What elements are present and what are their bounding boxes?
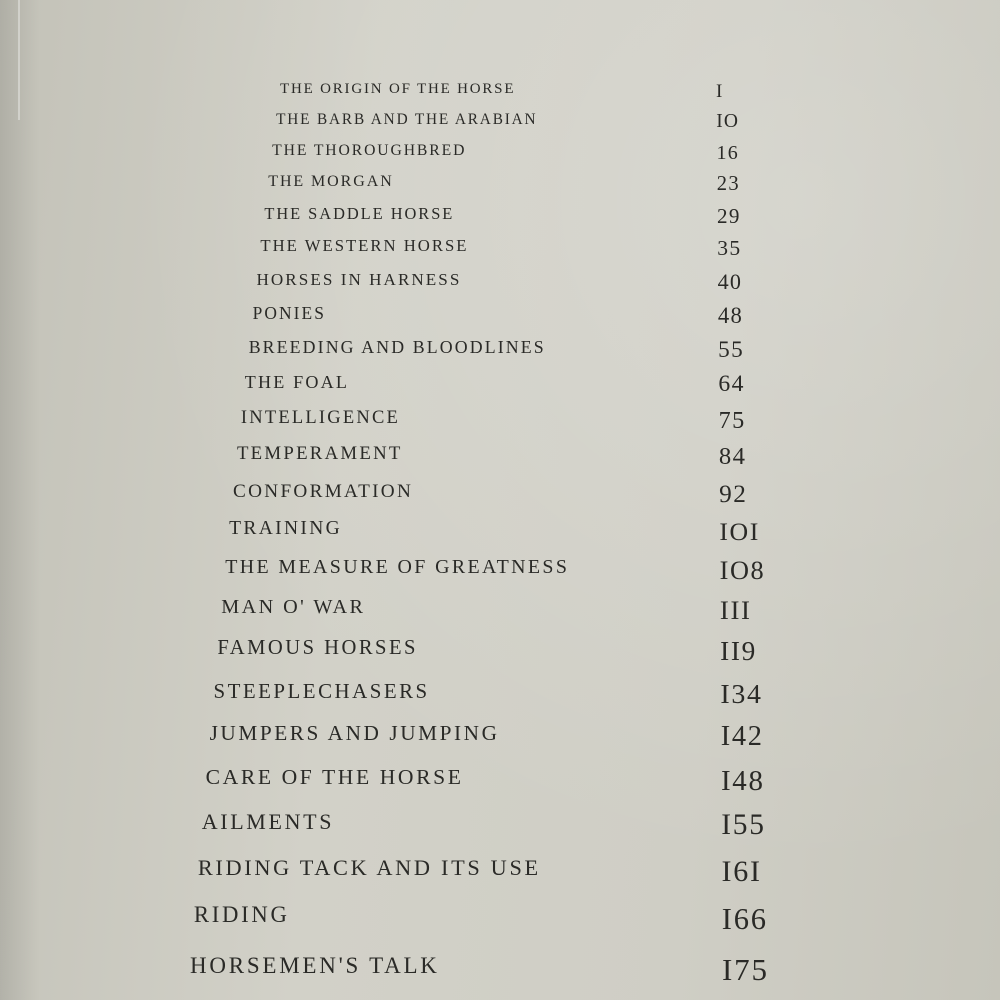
toc-entry: [0, 857, 1000, 897]
toc-entry-title: RIDING TACK AND ITS USE: [197, 855, 541, 880]
toc-entry-page: I: [716, 81, 724, 102]
toc-entry-page: 16: [716, 142, 739, 164]
toc-entry: [0, 445, 1000, 485]
toc-entry-title: CARE OF THE HORSE: [205, 765, 464, 789]
toc-entry: [0, 904, 1000, 944]
toc-entry: [0, 681, 1000, 721]
toc-entry-title: RIDING: [193, 902, 290, 927]
toc-entry-page: 64: [718, 371, 745, 397]
toc-entry-page: I6I: [721, 855, 762, 888]
toc-entry-title: INTELLIGENCE: [240, 408, 401, 428]
toc-entry: [0, 954, 1000, 994]
toc-entry: [0, 373, 1000, 413]
toc-entry-page: 92: [719, 480, 748, 508]
toc-entry-title: THE MORGAN: [268, 173, 394, 190]
toc-entry-page: I48: [720, 765, 765, 797]
toc-entry-title: THE SADDLE HORSE: [264, 204, 455, 223]
toc-entry-page: 84: [718, 443, 747, 470]
toc-entry-title: THE BARB AND THE ARABIAN: [276, 111, 538, 128]
toc-entry-title: BREEDING AND BLOODLINES: [248, 337, 546, 357]
toc-entry: [0, 519, 1000, 559]
toc-entry-page: IO: [716, 111, 740, 132]
toc-entry: [0, 409, 1000, 449]
toc-entry-title: HORSES IN HARNESS: [256, 270, 462, 289]
toc-entry-title: TEMPERAMENT: [236, 443, 403, 464]
toc-entry-page: 40: [717, 269, 743, 294]
toc-entry-page: 29: [717, 204, 741, 228]
toc-entry-title: THE MEASURE OF GREATNESS: [225, 556, 570, 578]
toc-entry-page: I66: [721, 902, 768, 936]
toc-entry-title: TRAINING: [229, 518, 343, 539]
toc-entry-title: THE THOROUGHBRED: [272, 142, 467, 159]
toc-entry-title: HORSEMEN'S TALK: [190, 953, 440, 978]
toc-entry: [0, 767, 1000, 807]
toc-entry: [0, 723, 1000, 763]
toc-entry-title: THE FOAL: [244, 372, 350, 392]
toc-entry-page: I55: [721, 809, 766, 841]
toc-entry-page: 35: [717, 236, 742, 260]
toc-entry-title: CONFORMATION: [233, 481, 414, 502]
toc-entry-page: IOI: [719, 517, 760, 546]
toc-entry-title: THE WESTERN HORSE: [260, 236, 469, 255]
toc-entry-page: 48: [717, 303, 744, 328]
toc-entry: [0, 482, 1000, 522]
toc-entry-page: IO8: [719, 556, 766, 585]
toc-entry-page: III: [719, 595, 752, 625]
toc-entry-title: THE ORIGIN OF THE HORSE: [280, 81, 516, 97]
toc-entry-page: I34: [720, 679, 763, 710]
toc-entry-page: I42: [720, 721, 764, 752]
toc-entry-title: AILMENTS: [201, 809, 335, 834]
toc-entry-page: I75: [722, 952, 769, 987]
toc-entry-title: PONIES: [252, 303, 326, 323]
toc-entry-title: STEEPLECHASERS: [213, 679, 430, 703]
toc-entry: [0, 597, 1000, 637]
toc-entry-page: 23: [716, 173, 740, 195]
toc-entry: [0, 811, 1000, 851]
toc-entry-title: JUMPERS AND JUMPING: [209, 721, 500, 745]
toc-entry: [0, 638, 1000, 678]
toc-entry-page: II9: [720, 636, 757, 666]
toc-entry-page: 75: [718, 407, 746, 434]
toc-entry-page: 55: [718, 337, 745, 363]
toc-entry: [0, 558, 1000, 598]
toc-entry-title: FAMOUS HORSES: [217, 637, 418, 659]
toc-entry-title: MAN O' WAR: [221, 596, 366, 618]
